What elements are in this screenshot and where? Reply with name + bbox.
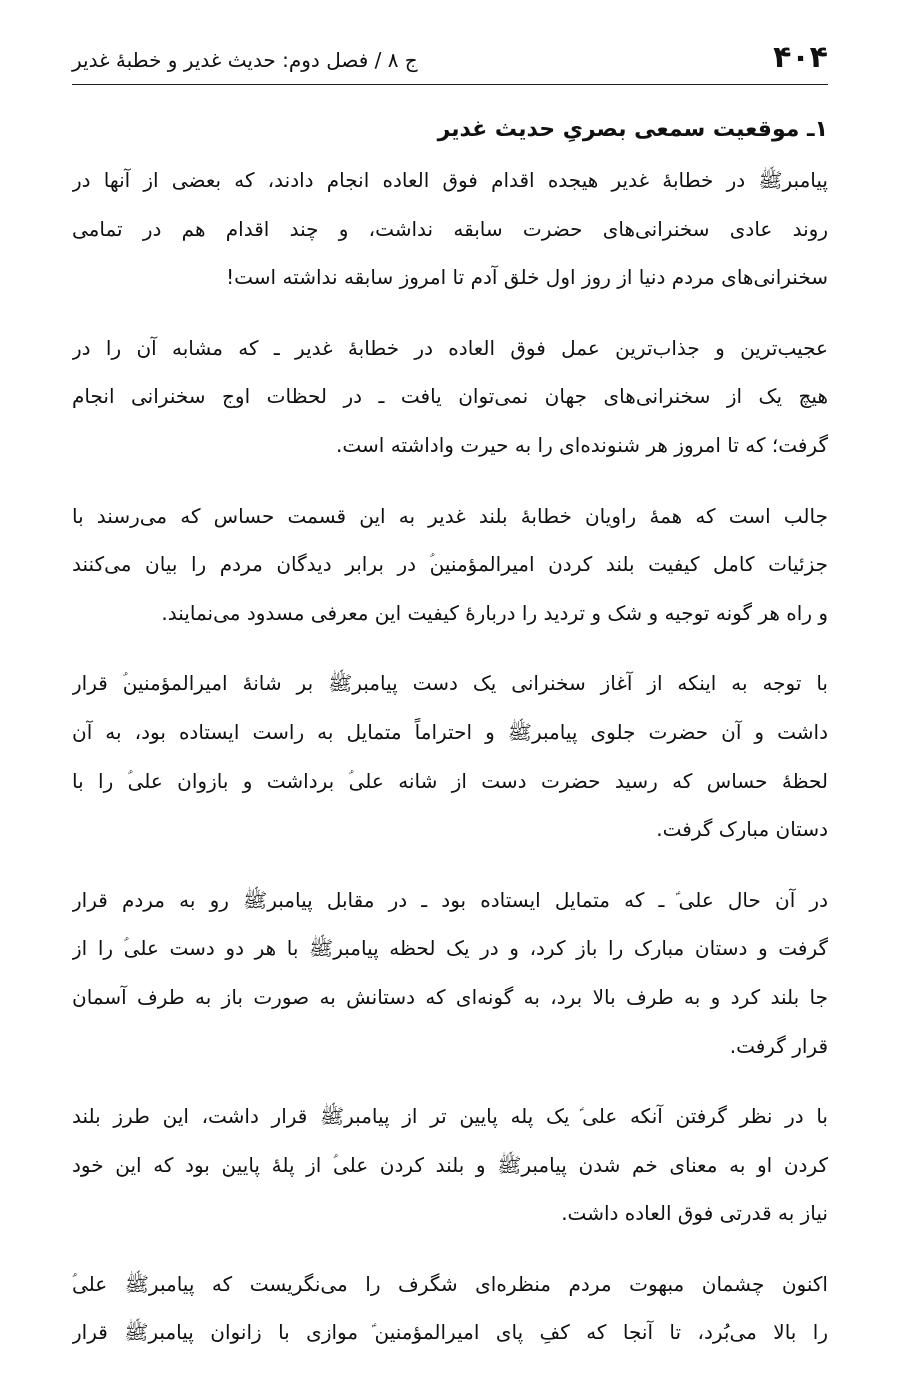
- paragraph: [72, 1260, 828, 1357]
- paragraph: [72, 876, 828, 1070]
- text-line: جا بلند کرد و به طرف بالا برد، به گونه‌ای که دستانش به صورت باز به طرف آسمان: [72, 984, 828, 1009]
- text-line: لحظهٔ حساس که رسید حضرت دست از شانه علی‌ؑ برداشت و بازوان علی‌ؑ را با: [72, 768, 828, 793]
- text-line: دستان مبارک گرفت.: [656, 817, 828, 842]
- section-heading: ۱ـ موقعیت سمعی بصریِ حدیث غدیر: [437, 117, 828, 142]
- text-line: گرفت و دستان مبارک را باز کرد، و در یک لحظه پیامبرﷺ با هر دو دست علی‌ؑ را از: [72, 936, 828, 961]
- text-line: نیاز به قدرتی فوق العاده داشت.: [561, 1201, 828, 1226]
- text-line: پیامبرﷺ در خطابهٔ غدیر هیجده اقدام فوق العاده انجام دادند، که بعضی از آنها در: [72, 168, 828, 192]
- paragraph: [72, 156, 828, 302]
- text-line: جزئیات کامل کیفیت بلند کردن امیرالمؤمنین‌ؑ در برابر دیدگان مردم را بیان می‌کنند: [72, 552, 828, 577]
- page-number: ۴۰۴: [773, 40, 828, 75]
- paragraph: [72, 1092, 828, 1238]
- text-line: سخنرانی‌های مردم دنیا از روز اول خلق آدم تا امروز سابقه نداشته است!: [226, 265, 828, 290]
- text-line: اکنون چشمان مبهوت مردم منظره‌ای شگرف را می‌نگریست که پیامبرﷺ علی‌ؑ: [72, 1271, 828, 1296]
- text-line: هیچ یک از سخنرانی‌های جهان نمی‌توان یافت ـ در لحظات اوج سخنرانی انجام: [72, 384, 828, 409]
- running-title: ج ۸ / فصل دوم: حدیث غدیر و خطبهٔ غدیر: [72, 48, 418, 72]
- text-line: گرفت؛ که تا امروز هر شنونده‌ای را به حیرت واداشته است.: [336, 432, 828, 457]
- paragraph: [72, 324, 828, 470]
- text-line: داشت و آن حضرت جلوی پیامبرﷺ و احتراماً متمایل به راست ایستاده بود، به آن: [72, 719, 828, 744]
- page-content: [72, 112, 828, 1379]
- text-line: عجیب‌ترین و جذاب‌ترین عمل فوق العاده در خطابهٔ غدیر ـ که مشابه آن را در: [72, 335, 828, 360]
- text-line: را بالا می‌بُرد، تا آنجا که کفِ پای امیرالمؤمنین‌ؑ موازی با زانوان پیامبرﷺ قرار: [72, 1320, 828, 1345]
- paragraph: [72, 492, 828, 638]
- paragraph: [72, 659, 828, 853]
- page-header: [72, 34, 828, 85]
- text-line: کردن او به معنای خم شدن پیامبرﷺ و بلند کردن علی‌ؑ از پلهٔ پایین بود که این خود: [72, 1152, 828, 1177]
- text-line: قرار گرفت.: [729, 1033, 828, 1058]
- text-line: روند عادی سخنرانی‌های حضرت سابقه نداشت، و چند اقدام هم در تمامی: [72, 216, 828, 241]
- text-line: جالب است که همهٔ راویان خطابهٔ بلند غدیر به این قسمت حساس که می‌رسند با: [72, 503, 828, 528]
- text-line: در آن حال علی‌ؑ ـ که متمایل ایستاده بود ـ در مقابل پیامبرﷺ رو به مردم قرار: [72, 887, 828, 912]
- text-line: با توجه به اینکه از آغاز سخنرانی یک دست پیامبرﷺ بر شانهٔ امیرالمؤمنین‌ؑ قرار: [72, 671, 828, 696]
- text-line: با در نظر گرفتن آنکه علی‌ؑ یک پله پایین تر از پیامبرﷺ قرار داشت، این طرز بلند: [72, 1104, 828, 1129]
- text-line: و راه هر گونه توجیه و شک و تردید را دربارهٔ کیفیت این معرفی مسدود می‌نمایند.: [161, 600, 828, 625]
